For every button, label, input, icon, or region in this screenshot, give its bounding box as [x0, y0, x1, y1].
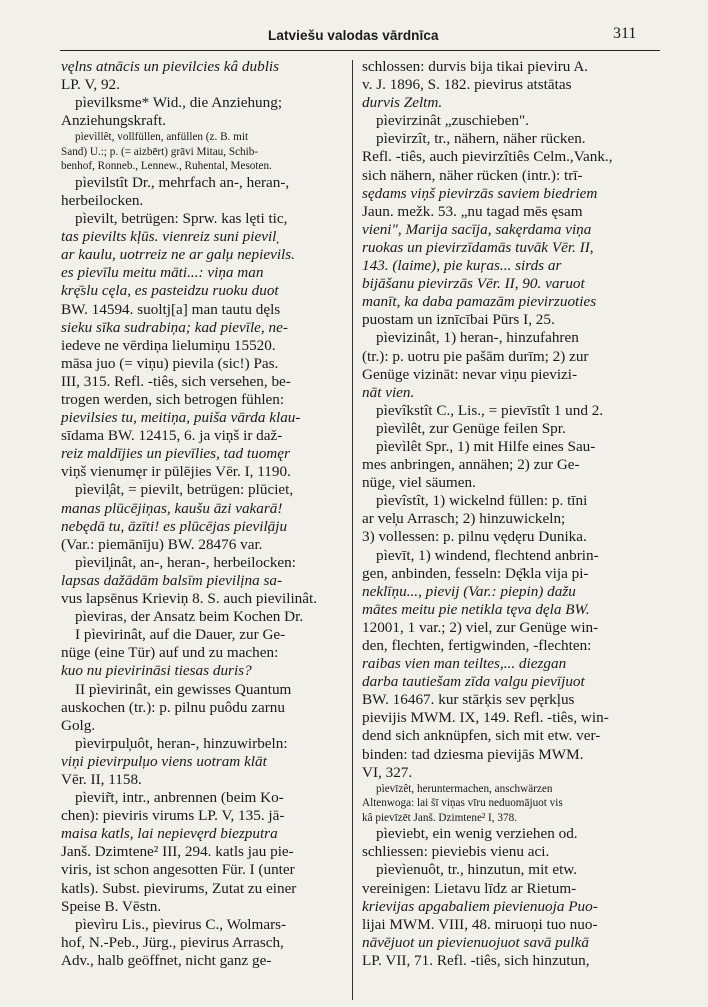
text-line: den, flechten, fertigwinden, -flechten:	[362, 637, 592, 654]
text-line: LP. VII, 71. Refl. -tiês, sich hinzutun,	[362, 951, 590, 969]
text-line: LP. V, 92.	[61, 76, 120, 94]
text-line: ruokas un pievirzīdamās tuvāk Vēr. II,	[362, 238, 594, 256]
entry-headword-line: pìevirzinât „zuschieben".	[376, 112, 529, 130]
text-line: vus lapsēnus Krieviņ 8. S. auch pievilinât.	[61, 590, 318, 608]
left-column	[61, 58, 345, 970]
text-line: manas plūcējiņas, kaušu āzi vakarā!	[61, 499, 283, 517]
text-line: durvis Zeltm.	[362, 94, 443, 112]
running-head: Latviešu valodas vārdnīca	[268, 28, 439, 43]
header-rule	[60, 50, 660, 51]
entry-headword-line: pìevirpul̦uôt, heran-, hinzuwirbeln:	[75, 734, 288, 752]
text-line: bijāšanu pievirzās Vēr. II, 90. varuot	[362, 275, 585, 293]
entry-headword-line: pìevìlêt Spr., 1) mit Hilfe eines Sau-	[376, 437, 596, 455]
entry-headword-line: pìevìllêt, vollfüllen, anfüllen (z. B. mit	[75, 131, 249, 144]
text-line: chen): pieviris virums LP. V, 135. jā-	[61, 807, 285, 825]
text-line: Refl. -tiês, auch pievirzîtiês Celm.,Vank.,	[362, 148, 613, 166]
entry-headword-line: pìevizinât, 1) heran-, hinzufahren	[376, 329, 579, 347]
text-line: viņi pievirpul̦uo viens uotram klāt	[61, 752, 267, 770]
text-line: darba tautiešam zīda valgu pievījuot	[362, 673, 585, 691]
right-column	[362, 58, 647, 970]
text-line: hof, N.-Peb., Jürg., pievirus Arrasch,	[61, 933, 284, 951]
text-line: nüge, viel säumen.	[362, 474, 476, 492]
text-line: iedeve ne vērdiņa lielumiņu 15520.	[61, 336, 276, 354]
text-line: 3) vollessen: p. pilnu vędęru Dunika.	[362, 528, 587, 546]
entry-headword-line: pìevìenuôt, tr., hinzutun, mit etw.	[376, 861, 578, 879]
text-line: vereinigen: Lietavu līdz ar Rietum-	[362, 879, 577, 897]
text-line: (Var.: piemānīju) BW. 28476 var.	[61, 535, 263, 553]
text-line: Vēr. II, 1158.	[61, 770, 142, 788]
page-header	[0, 0, 708, 52]
entry-headword-line: pìevilt, betrügen: Sprw. kas lęti tic,	[75, 210, 288, 228]
text-line: Golg.	[61, 716, 96, 734]
text-line: pievilsies tu, meitiņa, puiša vārda klau-	[61, 409, 301, 427]
text-line: VI, 327.	[362, 763, 413, 781]
text-line: herbeilocken.	[61, 191, 144, 209]
entry-headword-line: pìevil̦inât, an-, heran-, herbeilocken:	[75, 553, 296, 571]
text-line: reiz maldījies un pievīlies, tad tuomęr	[61, 445, 290, 463]
text-line: BW. 16467. kur stārķis sev pęrkļus	[362, 691, 575, 709]
text-line: Jaun. mežk. 53. „nu tagad mēs ęsam	[362, 202, 583, 220]
text-line: gen, anbinden, fesseln: Dę̄kla vija pi-	[362, 564, 589, 582]
text-line: māsa juo (= viņu) pievila (sic!) Pas.	[61, 354, 279, 372]
text-line: ar vel̦u Arrasch; 2) hinzuwickeln;	[362, 510, 566, 528]
text-line: lijai MWM. VIII, 48. miruoņi tuo nuo-	[362, 915, 598, 933]
text-line: nebędā tu, āzīti! es plūcējas pievil̦āju	[61, 517, 288, 535]
entry-headword-line: pìeviras, der Ansatz beim Kochen Dr.	[75, 608, 304, 626]
text-line: Adv., halb geöffnet, nicht ganz ge-	[61, 951, 272, 969]
text-line: sich nähern, näher rücken (intr.): trī-	[362, 166, 583, 184]
text-line: (tr.): p. uotru pie pašām durīm; 2) zur	[362, 347, 589, 365]
text-line: Janš. Dzimtene² III, 294. katls jau pie-	[61, 843, 294, 861]
text-line: kâ pievīzēt Janš. Dzimtene² I, 378.	[362, 811, 517, 824]
text-line: binden: tad dziesma pievijās MWM.	[362, 745, 584, 763]
text-line: krę̄slu cęla, es pasteidzu ruoku duot	[61, 282, 279, 300]
entry-headword-line: pìevil̦ât, = pievilt, betrügen: plūciet,	[75, 481, 294, 499]
text-line: nāvējuot un pievienuojuot savā pulkā	[362, 933, 589, 951]
entry-headword-line: pìevîstît, 1) wickelnd füllen: p. tīni	[376, 492, 588, 510]
entry-headword-line: pìevìlêt, zur Genüge feilen Spr.	[376, 419, 566, 437]
text-line: raibas vien man teiltes,... diezgan	[362, 655, 567, 673]
text-line: ar kaulu, uotrreiz ne ar gal̦u nepievils.	[61, 246, 295, 264]
text-line: es pievīlu meitu māti...: viņa man	[61, 264, 264, 282]
text-line: benhof, Ronneb., Lennew., Ruhental, Mesoten.	[61, 160, 272, 173]
text-line: Sand) U.:; p. (= aizbērt) grāvi Mitau, Schib-	[61, 145, 259, 158]
text-line: dend sich anknüpfen, sich mit etw. ver-	[362, 727, 601, 745]
text-line: mes anbringen, annähen; 2) zur Ge-	[362, 456, 580, 474]
entry-headword-line: pìevīzêt, heruntermachen, anschwärzen	[376, 782, 553, 795]
text-line: viris, ist schon angesotten Für. I (unter	[61, 861, 295, 879]
text-line: sieku sīka sudrabiņa; kad pievīle, ne-	[61, 318, 288, 336]
entry-headword-line: II pìevirinât, ein gewisses Quantum	[75, 680, 292, 698]
text-line: mātes meitu pie netikla tęva dęla BW.	[362, 600, 590, 618]
text-line: Speise B. Vēstn.	[61, 897, 162, 915]
entry-headword-line: pìeviebt, ein wenig verziehen od.	[376, 825, 578, 843]
text-line: v. J. 1896, S. 182. pievirus atstātas	[362, 76, 572, 94]
text-line: schlossen: durvis bija tikai pieviru A.	[362, 58, 589, 75]
text-line: vieni", Marija sacīja, sakęrdama viņa	[362, 220, 592, 238]
text-line: puostam un iznīcībai Pūrs I, 25.	[362, 311, 555, 329]
entry-headword-line: pìevir̃t, intr., anbrennen (beim Ko-	[75, 789, 284, 807]
text-line: sędams viņš pievirzās saviem biedriem	[362, 184, 598, 202]
entry-headword-line: pìevilksme* Wid., die Anziehung;	[75, 94, 283, 112]
text-line: tas pievilts kļūs. vienreiz suni pievil̦	[61, 228, 277, 246]
entry-headword-line: pìevìru Lis., pìevirus C., Wolmars-	[75, 915, 287, 933]
text-line: sīdama BW. 12415, 6. ja viņš ir daž-	[61, 427, 283, 445]
text-line: nüge (eine Tür) auf und zu machen:	[61, 644, 279, 662]
column-divider	[352, 60, 353, 1000]
text-line: viņš vienumęr ir pūlējies Vēr. I, 1190.	[61, 463, 291, 481]
text-line: katls). Subst. pievirums, Zutat zu einer	[61, 879, 297, 897]
text-line: schliessen: pieviebis vienu aci.	[362, 843, 550, 861]
entry-headword-line: pìevîkstît C., Lis., = pievīstît 1 und 2.	[376, 401, 604, 419]
text-line: manīt, ka daba pamazām pievirzuoties	[362, 293, 597, 311]
text-line: BW. 14594. suoltj[a] man tautu dęls	[61, 300, 281, 318]
entry-headword-line: pìevirzît, tr., nähern, näher rücken.	[376, 130, 586, 148]
text-line: nāt vien.	[362, 383, 415, 401]
text-line: neklīņu..., pievij (Var.: piepin) dažu	[362, 582, 576, 600]
text-line: Genüge vizināt: nevar viņu pievizi-	[362, 365, 578, 383]
text-line: pievijis MWM. IX, 149. Refl. -tiês, win-	[362, 709, 609, 727]
text-line: krievijas apgabaliem pievienuoja Puo-	[362, 897, 598, 915]
entry-headword-line: pìevīt, 1) windend, flechtend anbrin-	[376, 546, 599, 564]
text-line: auskochen (tr.): p. pilnu puôdu zarnu	[61, 698, 285, 716]
text-line: lapsas dažādām balsīm pievil̦ina sa-	[61, 571, 283, 589]
text-line: III, 315. Refl. -tiês, sich versehen, be-	[61, 372, 291, 390]
text-line: 12001, 1 var.; 2) viel, zur Genüge win-	[362, 618, 599, 636]
entry-headword-line: I pìevirinât, auf die Dauer, zur Ge-	[75, 626, 286, 644]
text-line: Altenwoga: lai šī viņas vīru neduomājuot vis	[362, 797, 563, 810]
text-line: maisa katls, lai nepievęrd biezputra	[61, 825, 278, 843]
text-line: 143. (laime), pie kuŗas... sirds ar	[362, 257, 562, 275]
text-line: trogen werden, sich betrogen fühlen:	[61, 391, 285, 408]
entry-headword-line: pìevilstît Dr., mehrfach an-, heran-,	[75, 173, 290, 191]
text-line: kuo nu pievirināsi tiesas duris?	[61, 662, 252, 680]
page-number: 311	[613, 25, 637, 42]
text-line: vęlns atnācis un pievilcies kâ dublis	[61, 58, 280, 75]
text-line: Anziehungskraft.	[61, 112, 167, 130]
